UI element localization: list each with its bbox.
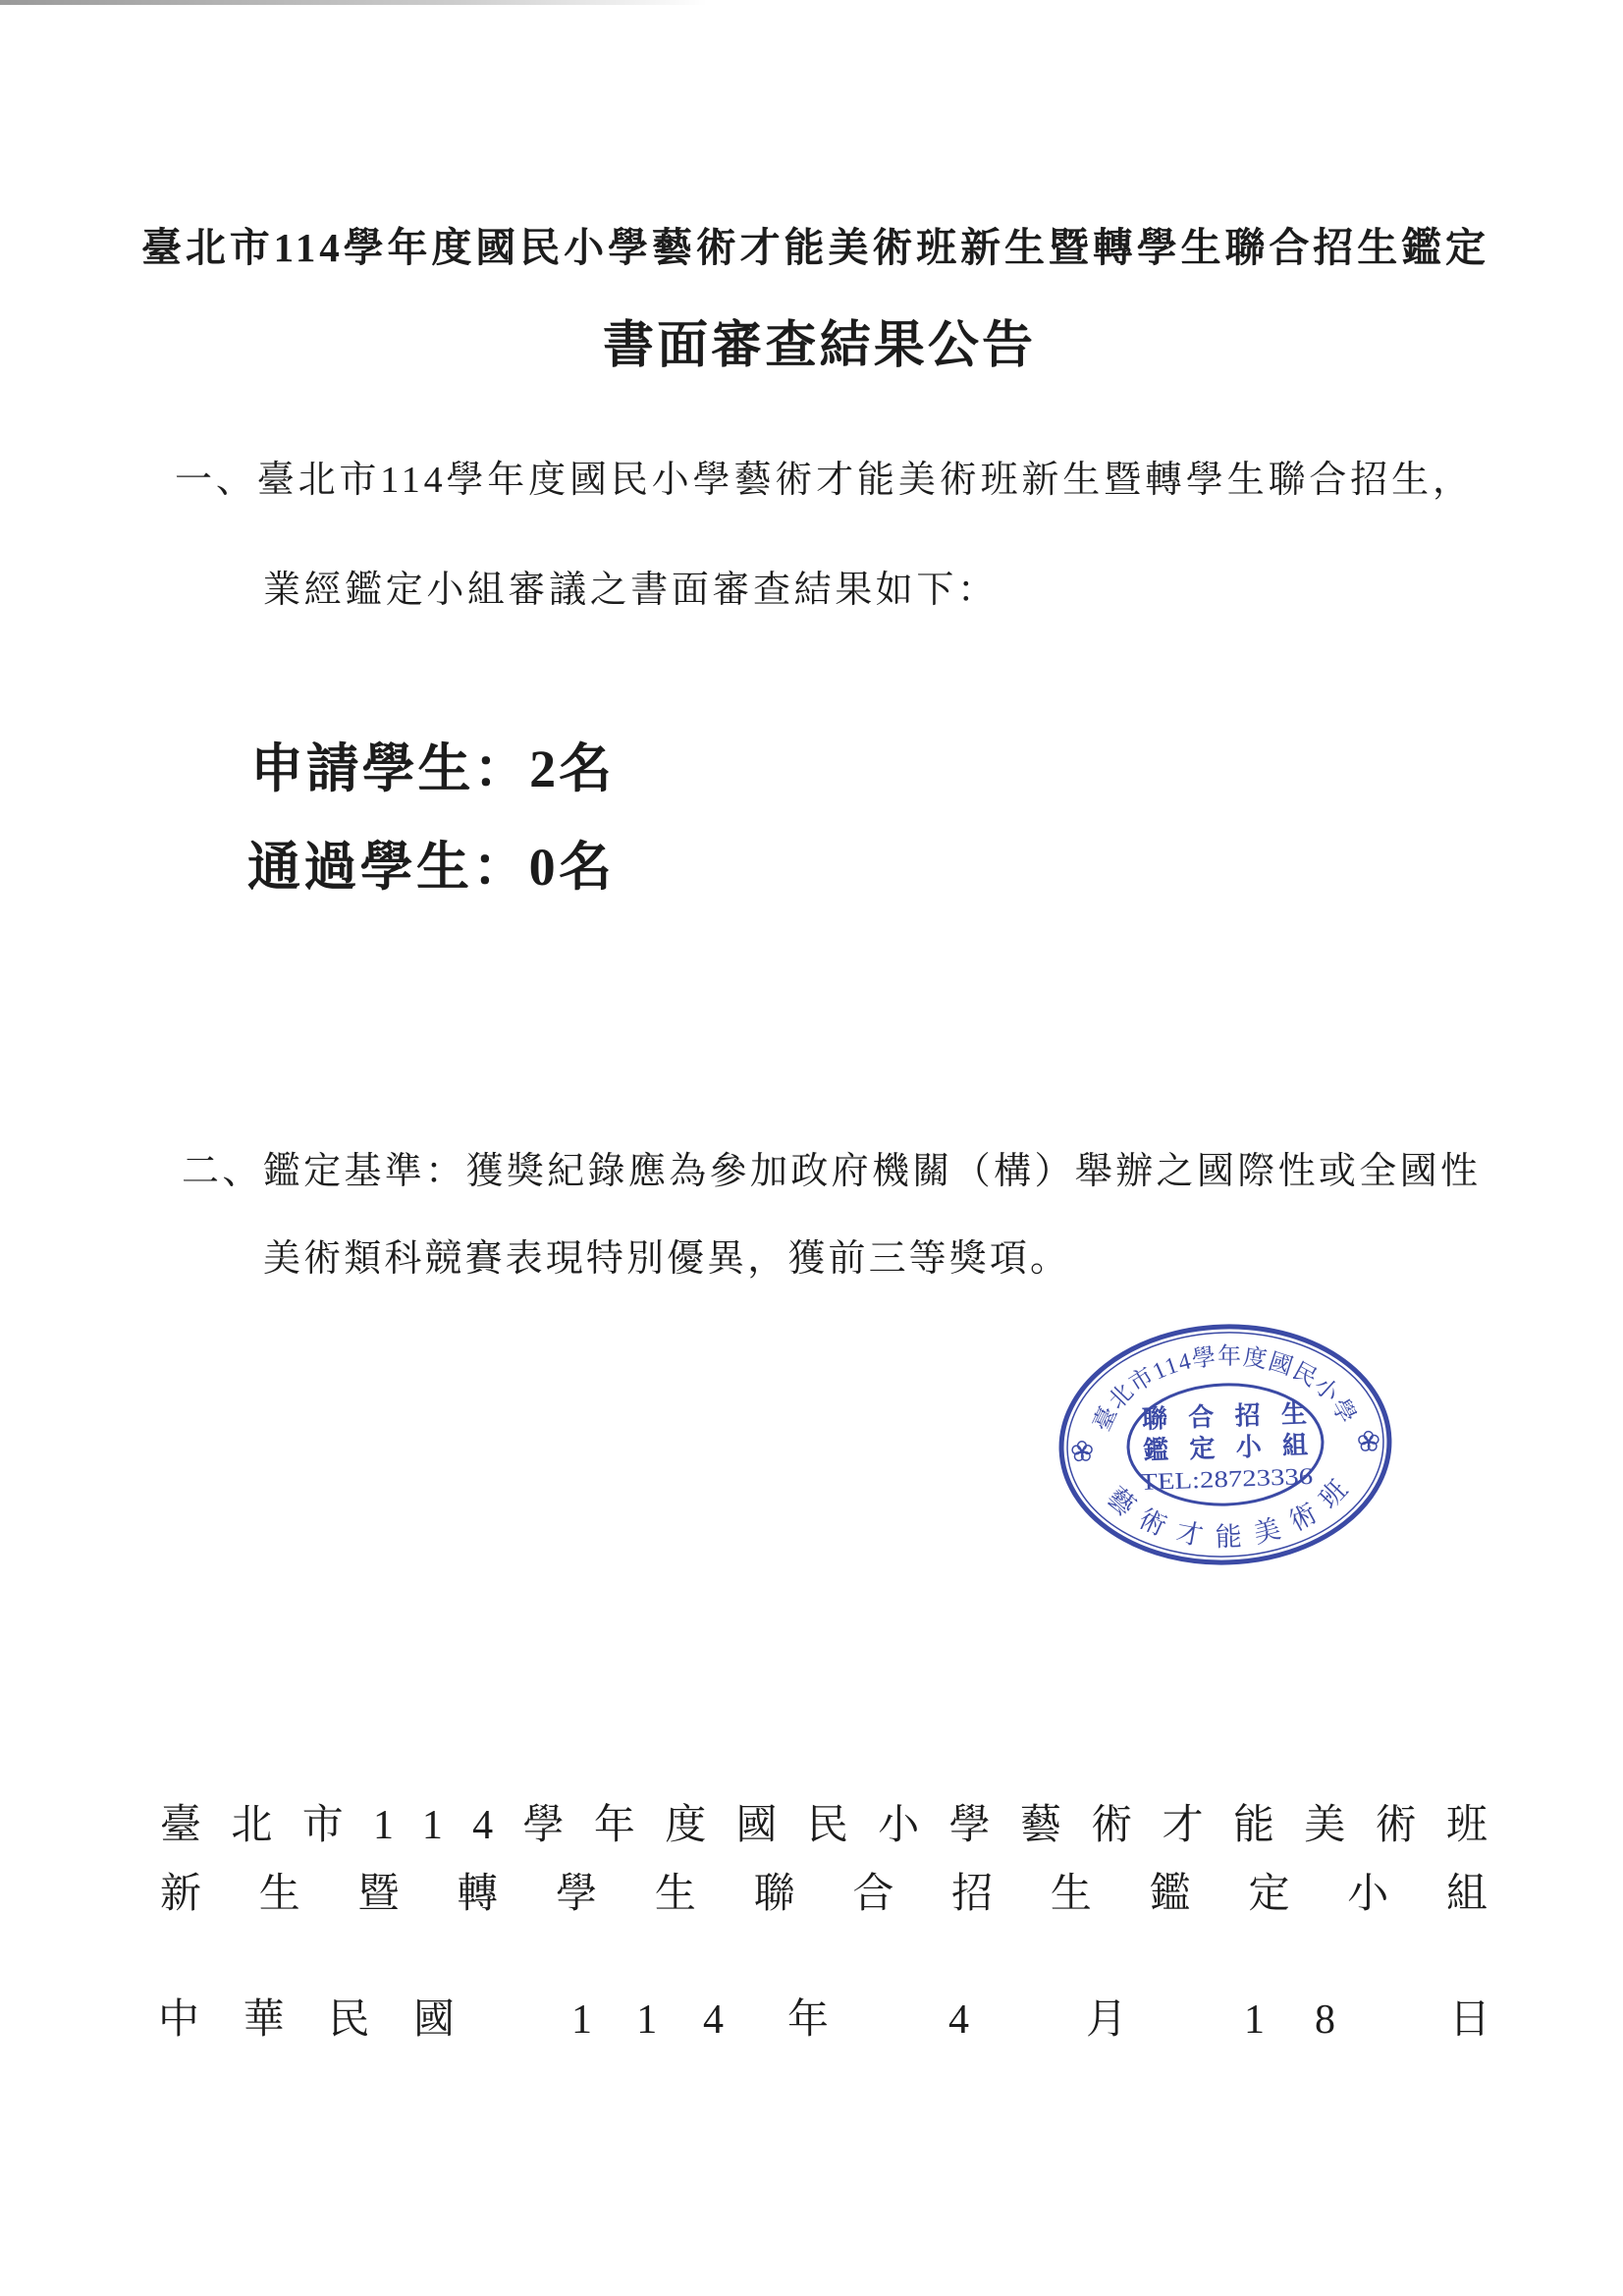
section-1-line-2: 業經鑑定小組審議之書面審查結果如下： (263, 570, 999, 611)
seal-top-arc: 臺北市114學年度國民小學 (1089, 1343, 1360, 1436)
issue-date (0, 1999, 1623, 2043)
result-applicants (250, 739, 615, 798)
plum-blossom-icon (1359, 1431, 1380, 1450)
plum-blossom-icon (1072, 1441, 1093, 1460)
seal-bottom-arc: 藝術才能美術班 (1101, 1474, 1354, 1553)
result-unit: 名 (559, 739, 615, 798)
notice-title: 書面審查結果公告 (603, 318, 1037, 374)
date-month-unit: 月 (1086, 1997, 1128, 2043)
result-label: 通過學生： (247, 838, 529, 897)
notice-heading: 臺北市114學年度國民小學藝術才能美術班新生暨轉學生聯合招生鑑定 (141, 225, 1489, 270)
seal-inner-line-2: 鑑定小組 (1142, 1431, 1309, 1465)
seal-inner-line-1: 聯合招生 (1141, 1399, 1308, 1434)
result-label: 申請學生： (250, 739, 530, 798)
date-year-unit: 年 (787, 1997, 830, 2043)
section-2-line-1: 二、鑑定基準：獲獎紀錄應為參加政府機關（構）舉辦之國際性或全國性 (182, 1151, 1482, 1192)
section-2-line-2: 美術類科競賽表現特別優異，獲前三等獎項。 (263, 1238, 1071, 1280)
date-era: 中華民國 (158, 1997, 499, 2043)
signature-org-line-1: 臺北市114學年度國民小學藝術才能美術班 (160, 1803, 1518, 1848)
seal-telephone: TEL:28723336 (1139, 1464, 1285, 1497)
result-count: 2 (529, 739, 560, 798)
signature-org-line-2: 新生暨轉學生聯合招生鑑定小組 (160, 1872, 1545, 1917)
date-month: 4 (948, 1997, 969, 2043)
result-count: 0 (528, 838, 560, 897)
date-day: 18 (1244, 1997, 1385, 2043)
section-1-line-1: 一、臺北市114學年度國民小學藝術才能美術班新生暨轉學生聯合招生， (175, 460, 1474, 501)
scan-edge-shadow (0, 0, 707, 5)
official-seal (1039, 1306, 1412, 1585)
result-passed (247, 838, 616, 897)
date-year: 114 (571, 1997, 770, 2043)
date-day-unit: 日 (1449, 1997, 1491, 2043)
result-unit: 名 (559, 838, 616, 897)
